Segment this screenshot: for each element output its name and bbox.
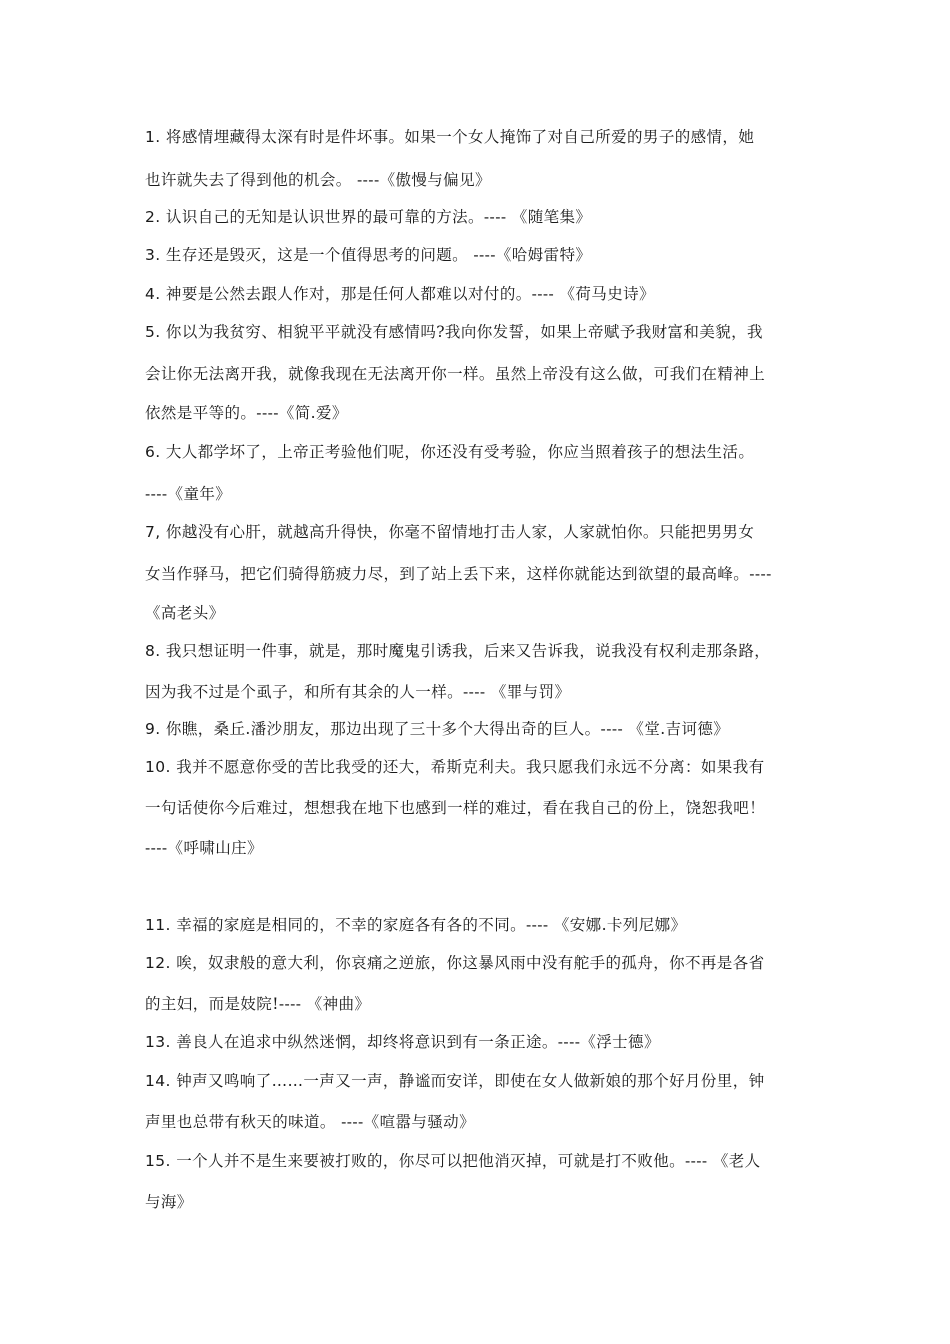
quote-number: 4. <box>145 285 161 303</box>
quote-text: 神要是公然去跟人作对，那是任何人都难以对付的。---- 《荷马史诗》 <box>165 285 655 303</box>
quote-text: ----《呼啸山庄》 <box>145 839 263 857</box>
quote-4-line-1 <box>145 284 825 304</box>
quote-text: 将感情埋藏得太深有时是件坏事。如果一个女人掩饰了对自己所爱的男子的感情，她 <box>165 128 755 146</box>
quote-14-line-1 <box>145 1071 825 1091</box>
quote-12-line-1 <box>145 953 825 973</box>
quote-13-line-1 <box>145 1032 825 1052</box>
quote-text: 也许就失去了得到他的机会。 ----《傲慢与偏见》 <box>145 171 491 189</box>
quote-text: 一个人并不是生来要被打败的，你尽可以把他消灭掉，可就是打不败他。---- 《老人 <box>176 1152 761 1170</box>
quote-text: 你瞧，桑丘.潘沙朋友，那边出现了三十多个大得出奇的巨人。---- 《堂.吉诃德》 <box>165 720 730 738</box>
quote-text: 我并不愿意你受的苦比我受的还大，希斯克利夫。我只愿我们永远不分离：如果我有 <box>176 758 765 776</box>
quote-10-line-1 <box>145 757 825 777</box>
quote-15-line-2 <box>145 1192 825 1212</box>
quote-number: 5. <box>145 323 161 341</box>
quote-number: 12. <box>145 954 171 972</box>
quote-11-line-1 <box>145 915 825 935</box>
quote-text: 声里也总带有秋天的味道。 ----《喧嚣与骚动》 <box>145 1113 475 1131</box>
quote-10-line-3 <box>145 838 825 858</box>
quote-text: 钟声又鸣响了……一声又一声，静谧而安详，即使在女人做新娘的那个好月份里，钟 <box>176 1072 765 1090</box>
quote-14-line-2 <box>145 1112 825 1132</box>
quote-10-line-2 <box>145 798 825 818</box>
quote-text: 与海》 <box>145 1193 193 1211</box>
quote-number: 14. <box>145 1072 171 1090</box>
quote-5-line-3 <box>145 403 825 423</box>
quote-9-line-1 <box>145 719 825 739</box>
quote-text: 幸福的家庭是相同的，不幸的家庭各有各的不同。---- 《安娜.卡列尼娜》 <box>176 916 687 934</box>
quote-text: 生存还是毁灭，这是一个值得思考的问题。 ----《哈姆雷特》 <box>165 246 592 264</box>
quote-1-line-2 <box>145 170 825 190</box>
quote-number: 8. <box>145 642 161 660</box>
quote-text: 大人都学坏了，上帝正考验他们呢，你还没有受考验，你应当照着孩子的想法生活。 <box>165 443 755 461</box>
quote-7-line-3 <box>145 603 825 623</box>
quote-text: 你以为我贫穷、相貌平平就没有感情吗?我向你发誓，如果上帝赋予我财富和美貌，我 <box>165 323 763 341</box>
quote-text: 因为我不过是个虱子，和所有其余的人一样。---- 《罪与罚》 <box>145 683 571 701</box>
quote-text: 会让你无法离开我，就像我现在无法离开你一样。虽然上帝没有这么做，可我们在精神上 <box>145 365 766 383</box>
quote-text: 我只想证明一件事，就是，那时魔鬼引诱我，后来又告诉我，说我没有权利走那条路， <box>165 642 771 660</box>
quote-8-line-2 <box>145 682 825 702</box>
quote-8-line-1 <box>145 641 825 661</box>
quote-3-line-1 <box>145 245 825 265</box>
quote-number: 2. <box>145 208 161 226</box>
quote-text: 依然是平等的。----《简.爱》 <box>145 404 348 422</box>
quote-2-line-1 <box>145 207 825 227</box>
quote-number: 1. <box>145 128 161 146</box>
quote-text: 的主妇，而是妓院!---- 《神曲》 <box>145 995 371 1013</box>
quote-15-line-1 <box>145 1151 825 1171</box>
quote-7-line-1 <box>145 522 825 542</box>
quote-text: 一句话使你今后难过，想想我在地下也感到一样的难过，看在我自己的份上，饶恕我吧！ <box>145 799 766 817</box>
quote-number: 15. <box>145 1152 171 1170</box>
quote-1-line-1 <box>145 127 825 147</box>
quote-number: 3. <box>145 246 161 264</box>
quote-5-line-1 <box>145 322 825 342</box>
quote-text: 《高老头》 <box>145 604 225 622</box>
quote-number: 13. <box>145 1033 171 1051</box>
quote-number: 7, <box>145 523 161 541</box>
quote-number: 11. <box>145 916 171 934</box>
quote-number: 6. <box>145 443 161 461</box>
quote-6-line-1 <box>145 442 825 462</box>
quote-number: 10. <box>145 758 171 776</box>
quote-text: 你越没有心肝，就越高升得快，你毫不留情地打击人家，人家就怕你。只能把男男女 <box>165 523 755 541</box>
quote-6-line-2 <box>145 484 825 504</box>
quote-text: ----《童年》 <box>145 485 232 503</box>
quote-text: 善良人在追求中纵然迷惘，却终将意识到有一条正途。----《浮士德》 <box>176 1033 660 1051</box>
quote-12-line-2 <box>145 994 825 1014</box>
quote-text: 唉，奴隶般的意大利，你哀痛之逆旅，你这暴风雨中没有舵手的孤舟，你不再是各省 <box>176 954 765 972</box>
quote-5-line-2 <box>145 364 825 384</box>
quote-text: 女当作驿马，把它们骑得筋疲力尽，到了站上丢下来，这样你就能达到欲望的最高峰。---- <box>145 565 772 583</box>
quote-text: 认识自己的无知是认识世界的最可靠的方法。---- 《随笔集》 <box>165 208 592 226</box>
quote-7-line-2 <box>145 564 825 584</box>
quote-number: 9. <box>145 720 161 738</box>
